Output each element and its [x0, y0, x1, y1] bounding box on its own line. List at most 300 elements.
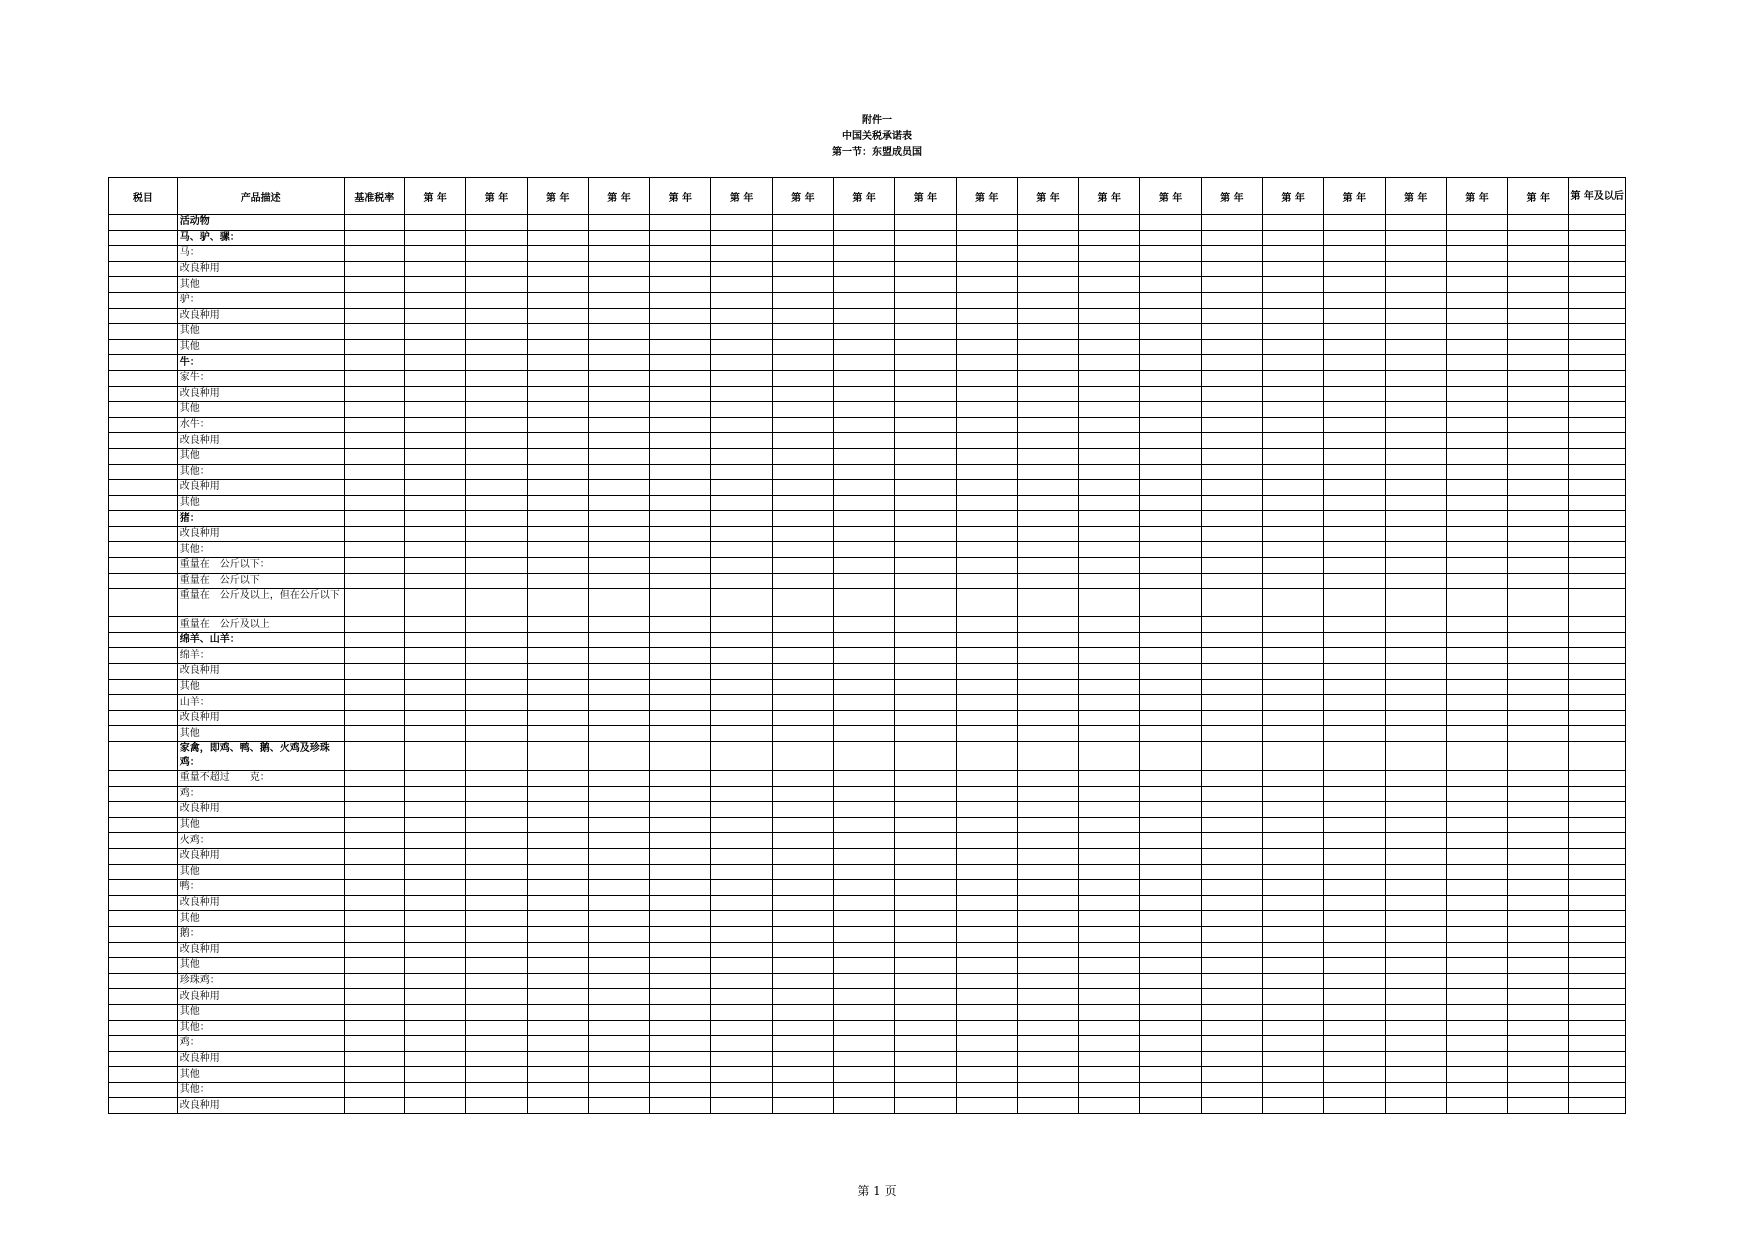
year-rate-cell: [711, 261, 772, 277]
year-rate-cell: [956, 215, 1017, 231]
year-rate-cell: [1262, 926, 1323, 942]
tariff-code-cell: [109, 448, 178, 464]
year-rate-cell: [1017, 911, 1078, 927]
year-rate-cell: [1508, 632, 1569, 648]
year-rate-cell: [588, 480, 649, 496]
year-rate-cell: [466, 926, 527, 942]
year-rate-cell: [1017, 261, 1078, 277]
table-row: [109, 1020, 1626, 1036]
table-row: [109, 339, 1626, 355]
year-rate-cell: [1569, 817, 1626, 833]
year-rate-cell: [1079, 1082, 1140, 1098]
year-rate-cell: [527, 526, 588, 542]
product-description-cell: 其他: [177, 324, 344, 340]
year-rate-cell: [1508, 864, 1569, 880]
year-rate-cell: [1324, 1020, 1385, 1036]
year-rate-cell: [1140, 511, 1201, 527]
year-rate-cell: [1262, 542, 1323, 558]
year-rate-cell: [772, 324, 833, 340]
year-rate-cell: [1262, 817, 1323, 833]
year-rate-cell: [1508, 1067, 1569, 1083]
year-rate-cell: [1446, 292, 1507, 308]
year-rate-cell: [1324, 386, 1385, 402]
annex-label: 附件一: [862, 115, 892, 126]
table-row: [109, 277, 1626, 293]
year-rate-cell: [1017, 710, 1078, 726]
year-rate-cell: [588, 679, 649, 695]
product-description-cell: 其他: [177, 1004, 344, 1020]
product-description-cell: 水牛：: [177, 417, 344, 433]
year-rate-cell: [1324, 742, 1385, 771]
year-rate-cell: [588, 786, 649, 802]
year-rate-cell: [1508, 292, 1569, 308]
table-row: [109, 261, 1626, 277]
year-rate-cell: [1508, 511, 1569, 527]
table-body: [109, 215, 1626, 1114]
year-rate-cell: [1508, 246, 1569, 262]
year-rate-cell: [1324, 1067, 1385, 1083]
year-rate-cell: [1508, 542, 1569, 558]
year-rate-cell: [895, 632, 956, 648]
year-rate-cell: [1569, 386, 1626, 402]
year-rate-cell: [1385, 386, 1446, 402]
tariff-code-cell: [109, 802, 178, 818]
year-rate-cell: [1508, 370, 1569, 386]
year-rate-cell: [1324, 417, 1385, 433]
base-rate-cell: [344, 817, 404, 833]
tariff-code-cell: [109, 648, 178, 664]
year-rate-cell: [1446, 695, 1507, 711]
year-rate-cell: [1446, 261, 1507, 277]
year-rate-cell: [1324, 370, 1385, 386]
year-rate-cell: [466, 771, 527, 787]
year-rate-cell: [1324, 480, 1385, 496]
year-rate-cell: [1201, 911, 1262, 927]
year-rate-cell: [1324, 495, 1385, 511]
year-rate-cell: [650, 710, 711, 726]
year-rate-cell: [1508, 802, 1569, 818]
year-rate-cell: [711, 558, 772, 574]
base-rate-cell: [344, 911, 404, 927]
base-rate-cell: [344, 433, 404, 449]
year-rate-cell: [834, 339, 895, 355]
year-rate-cell: [650, 246, 711, 262]
year-rate-cell: [1079, 215, 1140, 231]
year-rate-cell: [1262, 292, 1323, 308]
year-rate-cell: [834, 277, 895, 293]
year-rate-cell: [405, 480, 466, 496]
year-rate-cell: [405, 942, 466, 958]
year-rate-cell: [466, 480, 527, 496]
base-rate-cell: [344, 215, 404, 231]
year-rate-cell: [1446, 526, 1507, 542]
base-rate-cell: [344, 292, 404, 308]
year-rate-cell: [711, 802, 772, 818]
year-rate-cell: [1446, 1004, 1507, 1020]
tariff-code-cell: [109, 664, 178, 680]
year-rate-cell: [834, 495, 895, 511]
year-rate-cell: [1508, 817, 1569, 833]
year-rate-cell: [1262, 1036, 1323, 1052]
year-rate-cell: [1140, 973, 1201, 989]
year-rate-cell: [956, 1082, 1017, 1098]
year-rate-cell: [650, 215, 711, 231]
header-year-10: 第 年: [956, 178, 1017, 215]
year-rate-cell: [1385, 1004, 1446, 1020]
year-rate-cell: [1446, 215, 1507, 231]
year-rate-cell: [895, 942, 956, 958]
year-rate-cell: [1569, 526, 1626, 542]
year-rate-cell: [1201, 942, 1262, 958]
year-rate-cell: [711, 895, 772, 911]
year-rate-cell: [1262, 480, 1323, 496]
year-rate-cell: [650, 573, 711, 589]
year-rate-cell: [1385, 464, 1446, 480]
year-rate-cell: [588, 742, 649, 771]
year-rate-cell: [405, 648, 466, 664]
product-description-cell: 其他：: [177, 542, 344, 558]
year-rate-cell: [1385, 370, 1446, 386]
year-rate-cell: [1262, 695, 1323, 711]
year-rate-cell: [1262, 339, 1323, 355]
year-rate-cell: [405, 880, 466, 896]
year-rate-cell: [527, 880, 588, 896]
header-year-13: 第 年: [1140, 178, 1201, 215]
year-rate-cell: [1385, 230, 1446, 246]
header-year-16: 第 年: [1324, 178, 1385, 215]
year-rate-cell: [1079, 742, 1140, 771]
year-rate-cell: [405, 339, 466, 355]
year-rate-cell: [1201, 464, 1262, 480]
year-rate-cell: [1508, 1051, 1569, 1067]
year-rate-cell: [650, 1082, 711, 1098]
table-row: [109, 355, 1626, 371]
year-rate-cell: [1201, 480, 1262, 496]
year-rate-cell: [588, 617, 649, 633]
year-rate-cell: [466, 339, 527, 355]
year-rate-cell: [1201, 339, 1262, 355]
year-rate-cell: [711, 786, 772, 802]
year-rate-cell: [650, 542, 711, 558]
year-rate-cell: [1569, 664, 1626, 680]
year-rate-cell: [1385, 926, 1446, 942]
year-rate-cell: [956, 573, 1017, 589]
year-rate-cell: [1201, 726, 1262, 742]
year-rate-cell: [1201, 664, 1262, 680]
product-description-cell: 其他: [177, 339, 344, 355]
year-rate-cell: [1262, 942, 1323, 958]
year-rate-cell: [1446, 895, 1507, 911]
year-rate-cell: [895, 833, 956, 849]
year-rate-cell: [1324, 433, 1385, 449]
year-rate-cell: [1446, 230, 1507, 246]
year-rate-cell: [650, 864, 711, 880]
base-rate-cell: [344, 710, 404, 726]
year-rate-cell: [1569, 417, 1626, 433]
year-rate-cell: [650, 1036, 711, 1052]
year-rate-cell: [1262, 864, 1323, 880]
year-rate-cell: [772, 370, 833, 386]
table-row: [109, 942, 1626, 958]
year-rate-cell: [650, 558, 711, 574]
base-rate-cell: [344, 848, 404, 864]
year-rate-cell: [1140, 848, 1201, 864]
year-rate-cell: [772, 433, 833, 449]
year-rate-cell: [650, 355, 711, 371]
year-rate-cell: [1201, 648, 1262, 664]
year-rate-cell: [956, 989, 1017, 1005]
year-rate-cell: [956, 726, 1017, 742]
year-rate-cell: [895, 448, 956, 464]
header-year-19: 第 年: [1508, 178, 1569, 215]
year-rate-cell: [711, 542, 772, 558]
year-rate-cell: [405, 864, 466, 880]
year-rate-cell: [527, 833, 588, 849]
year-rate-cell: [956, 632, 1017, 648]
year-rate-cell: [1079, 848, 1140, 864]
year-rate-cell: [1140, 448, 1201, 464]
tariff-code-cell: [109, 511, 178, 527]
year-rate-cell: [588, 864, 649, 880]
year-rate-cell: [956, 771, 1017, 787]
year-rate-cell: [1569, 480, 1626, 496]
year-rate-cell: [834, 695, 895, 711]
year-rate-cell: [834, 215, 895, 231]
year-rate-cell: [956, 958, 1017, 974]
year-rate-cell: [1385, 558, 1446, 574]
year-rate-cell: [895, 771, 956, 787]
year-rate-cell: [405, 526, 466, 542]
year-rate-cell: [1385, 617, 1446, 633]
year-rate-cell: [1079, 370, 1140, 386]
year-rate-cell: [711, 402, 772, 418]
year-rate-cell: [1569, 895, 1626, 911]
year-rate-cell: [1446, 308, 1507, 324]
year-rate-cell: [650, 771, 711, 787]
table-row: [109, 495, 1626, 511]
year-rate-cell: [1385, 261, 1446, 277]
year-rate-cell: [711, 958, 772, 974]
base-rate-cell: [344, 864, 404, 880]
year-rate-cell: [956, 339, 1017, 355]
year-rate-cell: [1385, 973, 1446, 989]
tariff-code-cell: [109, 617, 178, 633]
year-rate-cell: [1017, 864, 1078, 880]
year-rate-cell: [405, 1098, 466, 1114]
year-rate-cell: [1569, 261, 1626, 277]
year-rate-cell: [1262, 433, 1323, 449]
year-rate-cell: [772, 833, 833, 849]
product-description-cell: 猪：: [177, 511, 344, 527]
base-rate-cell: [344, 771, 404, 787]
year-rate-cell: [1569, 848, 1626, 864]
year-rate-cell: [588, 464, 649, 480]
year-rate-cell: [1385, 511, 1446, 527]
tariff-code-cell: [109, 558, 178, 574]
year-rate-cell: [956, 558, 1017, 574]
tariff-code-cell: [109, 786, 178, 802]
base-rate-cell: [344, 526, 404, 542]
year-rate-cell: [466, 664, 527, 680]
year-rate-cell: [405, 926, 466, 942]
year-rate-cell: [1017, 742, 1078, 771]
product-description-cell: 家牛：: [177, 370, 344, 386]
year-rate-cell: [772, 573, 833, 589]
product-description-cell: 绵羊：: [177, 648, 344, 664]
year-rate-cell: [650, 742, 711, 771]
year-rate-cell: [466, 277, 527, 293]
table-row: [109, 324, 1626, 340]
year-rate-cell: [1201, 230, 1262, 246]
tariff-code-cell: [109, 261, 178, 277]
year-rate-cell: [1201, 617, 1262, 633]
year-rate-cell: [956, 1098, 1017, 1114]
year-rate-cell: [1140, 1067, 1201, 1083]
table-row: [109, 230, 1626, 246]
year-rate-cell: [466, 542, 527, 558]
year-rate-cell: [1079, 495, 1140, 511]
year-rate-cell: [772, 339, 833, 355]
year-rate-cell: [956, 526, 1017, 542]
tariff-code-cell: [109, 942, 178, 958]
year-rate-cell: [711, 664, 772, 680]
year-rate-cell: [1079, 664, 1140, 680]
year-rate-cell: [895, 495, 956, 511]
base-rate-cell: [344, 742, 404, 771]
year-rate-cell: [772, 261, 833, 277]
tariff-code-cell: [109, 1020, 178, 1036]
year-rate-cell: [1569, 864, 1626, 880]
year-rate-cell: [834, 958, 895, 974]
year-rate-cell: [1508, 664, 1569, 680]
year-rate-cell: [1446, 617, 1507, 633]
product-description-cell: 改良种用: [177, 942, 344, 958]
year-rate-cell: [1262, 679, 1323, 695]
tariff-code-cell: [109, 215, 178, 231]
year-rate-cell: [405, 1082, 466, 1098]
year-rate-cell: [1508, 402, 1569, 418]
year-rate-cell: [1079, 973, 1140, 989]
year-rate-cell: [1017, 848, 1078, 864]
tariff-code-cell: [109, 230, 178, 246]
year-rate-cell: [650, 848, 711, 864]
tariff-code-cell: [109, 958, 178, 974]
year-rate-cell: [711, 726, 772, 742]
year-rate-cell: [466, 973, 527, 989]
year-rate-cell: [1446, 710, 1507, 726]
year-rate-cell: [895, 215, 956, 231]
tariff-code-cell: [109, 355, 178, 371]
year-rate-cell: [1262, 771, 1323, 787]
base-rate-cell: [344, 786, 404, 802]
year-rate-cell: [895, 786, 956, 802]
year-rate-cell: [1508, 589, 1569, 617]
year-rate-cell: [1385, 1082, 1446, 1098]
year-rate-cell: [1385, 308, 1446, 324]
year-rate-cell: [527, 558, 588, 574]
year-rate-cell: [1385, 664, 1446, 680]
table-row: [109, 848, 1626, 864]
year-rate-cell: [895, 895, 956, 911]
year-rate-cell: [588, 695, 649, 711]
year-rate-cell: [956, 786, 1017, 802]
year-rate-cell: [527, 511, 588, 527]
year-rate-cell: [1140, 402, 1201, 418]
year-rate-cell: [466, 386, 527, 402]
year-rate-cell: [1446, 1020, 1507, 1036]
table-row: [109, 1051, 1626, 1067]
year-rate-cell: [1201, 1067, 1262, 1083]
year-rate-cell: [1569, 989, 1626, 1005]
year-rate-cell: [1262, 710, 1323, 726]
year-rate-cell: [1017, 1004, 1078, 1020]
year-rate-cell: [1385, 848, 1446, 864]
year-rate-cell: [1324, 573, 1385, 589]
base-rate-cell: [344, 339, 404, 355]
year-rate-cell: [1140, 958, 1201, 974]
year-rate-cell: [405, 215, 466, 231]
year-rate-cell: [1385, 880, 1446, 896]
year-rate-cell: [1201, 1036, 1262, 1052]
year-rate-cell: [1201, 742, 1262, 771]
base-rate-cell: [344, 617, 404, 633]
year-rate-cell: [772, 848, 833, 864]
year-rate-cell: [956, 895, 1017, 911]
tariff-code-cell: [109, 926, 178, 942]
year-rate-cell: [1385, 402, 1446, 418]
year-rate-cell: [1079, 833, 1140, 849]
year-rate-cell: [1385, 1020, 1446, 1036]
year-rate-cell: [1017, 1020, 1078, 1036]
year-rate-cell: [1385, 324, 1446, 340]
year-rate-cell: [527, 648, 588, 664]
table-row: [109, 817, 1626, 833]
year-rate-cell: [650, 1067, 711, 1083]
year-rate-cell: [711, 695, 772, 711]
year-rate-cell: [1079, 292, 1140, 308]
year-rate-cell: [895, 433, 956, 449]
year-rate-cell: [1079, 417, 1140, 433]
year-rate-cell: [1262, 802, 1323, 818]
year-rate-cell: [834, 742, 895, 771]
base-rate-cell: [344, 480, 404, 496]
year-rate-cell: [1508, 308, 1569, 324]
table-row: [109, 292, 1626, 308]
year-rate-cell: [588, 277, 649, 293]
year-rate-cell: [1079, 895, 1140, 911]
year-rate-cell: [1262, 448, 1323, 464]
year-rate-cell: [1262, 246, 1323, 262]
year-rate-cell: [405, 895, 466, 911]
year-rate-cell: [466, 417, 527, 433]
year-rate-cell: [1079, 648, 1140, 664]
year-rate-cell: [527, 1004, 588, 1020]
year-rate-cell: [1079, 1020, 1140, 1036]
year-rate-cell: [772, 1082, 833, 1098]
year-rate-cell: [405, 771, 466, 787]
year-rate-cell: [711, 926, 772, 942]
year-rate-cell: [527, 786, 588, 802]
year-rate-cell: [1017, 1067, 1078, 1083]
table-row: [109, 632, 1626, 648]
product-description-cell: 改良种用: [177, 989, 344, 1005]
year-rate-cell: [405, 308, 466, 324]
year-rate-cell: [1140, 895, 1201, 911]
base-rate-cell: [344, 802, 404, 818]
product-description-cell: 活动物: [177, 215, 344, 231]
year-rate-cell: [1569, 558, 1626, 574]
year-rate-cell: [1201, 277, 1262, 293]
